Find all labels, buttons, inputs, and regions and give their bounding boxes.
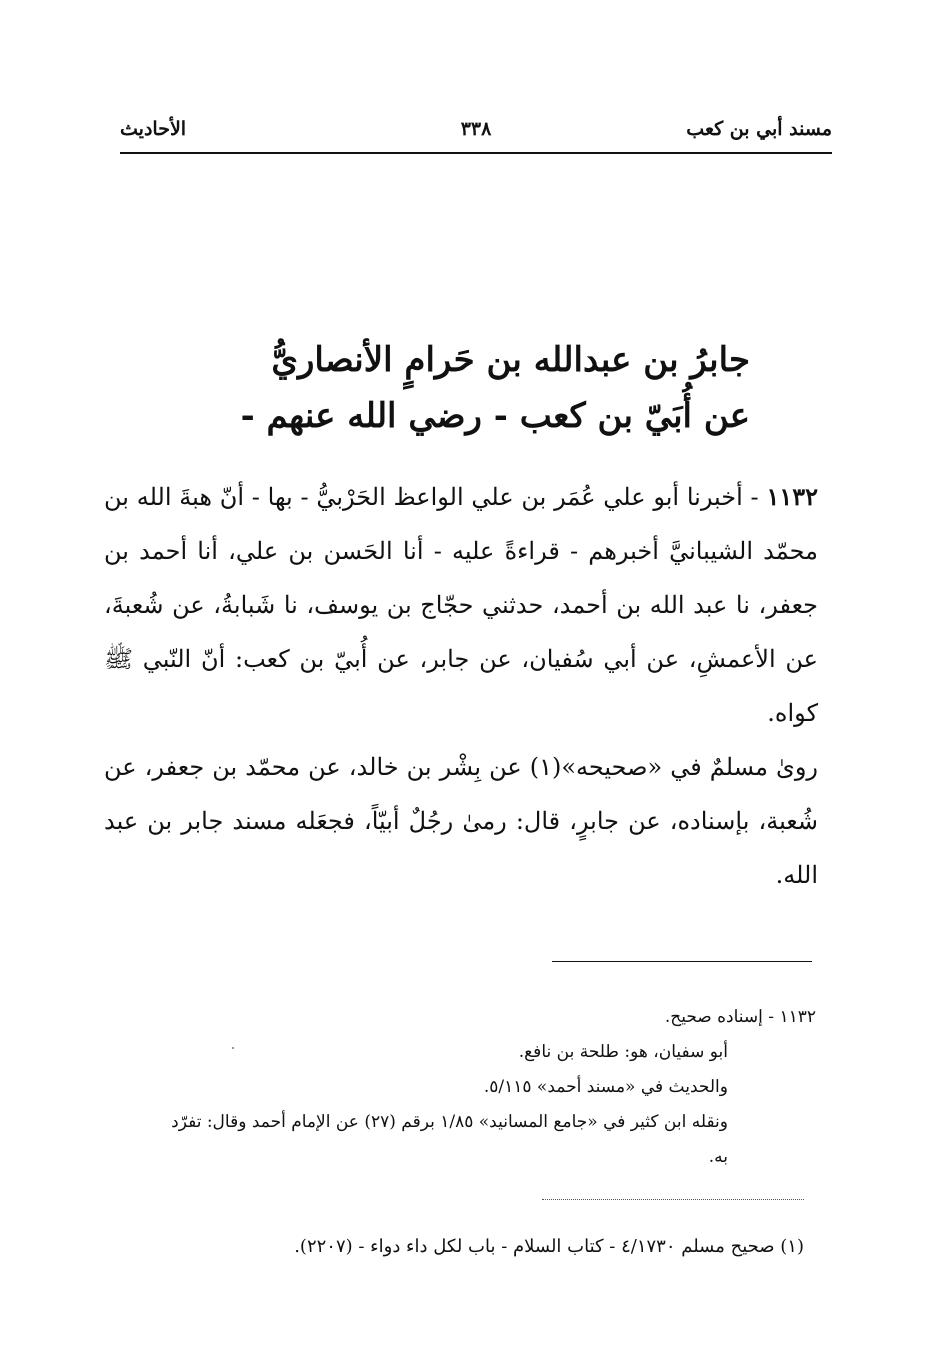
editor-notes	[86, 1000, 816, 1175]
note-line: والحديث في «مسند أحمد» ٥/١١٥.	[483, 1077, 728, 1097]
footnote-separator	[542, 1199, 804, 1200]
header-book-title: مسند أبي بن كعب	[686, 118, 832, 140]
section-title-line1: جابرُ بن عبدالله بن حَرامٍ الأنصاريُّ	[271, 340, 750, 380]
hadith-paragraph	[104, 470, 818, 740]
notes-separator	[552, 961, 812, 962]
note-line: به.	[708, 1147, 728, 1167]
scan-speck	[232, 1047, 234, 1049]
note-line: ونقله ابن كثير في «جامع المسانيد» ١/٨٥ برقم (٢٧) عن الإمام أحمد وقال: تفرّد	[171, 1112, 728, 1132]
header-section-title: الأحاديث	[120, 118, 187, 140]
running-header	[120, 112, 832, 154]
hadith-text: - أخبرنا أبو علي عُمَر بن علي الواعظ الحَرْبيُّ - بها - أنّ هبةَ الله بن محمّد الشيبانيَّ أخبرهم - قراءةً عليه - أنا الحَسن بن علي، أنا أحمد بن جعفر، نا عبد الله بن أحمد، حدثني حجّاج بن يوسف، نا شَبابةُ، عن شُعبةَ، عن الأعمشِ، عن أبي سُفيان، عن جابر، عن أُبيّ بن كعب: أنّ النّبي ﷺ كواه.	[104, 483, 818, 727]
note-line: ١١٣٢ - إسناده صحيح.	[664, 1007, 816, 1027]
note-line: أبو سفيان، هو: طلحة بن نافع.	[518, 1042, 728, 1062]
commentary-paragraph: روىٰ مسلمٌ في «صحيحه»(١) عن بِشْر بن خالد، عن محمّد بن جعفر، عن شُعبة، بإسناده، عن جابرٍ، قال: رمىٰ رجُلٌ أبيّاً، فجعَله مسند جابر بن عبد الله.	[104, 753, 818, 889]
section-title-line2: عن أُبَيّ بن كعب - رضي الله عنهم -	[240, 396, 750, 436]
page-number: ٣٣٨	[460, 118, 492, 140]
footnote: (١) صحيح مسلم ٤/١٧٣٠ - كتاب السلام - باب لكل داء دواء - (٢٢٠٧).	[294, 1236, 804, 1257]
hadith-number: ١١٣٢	[766, 482, 818, 511]
